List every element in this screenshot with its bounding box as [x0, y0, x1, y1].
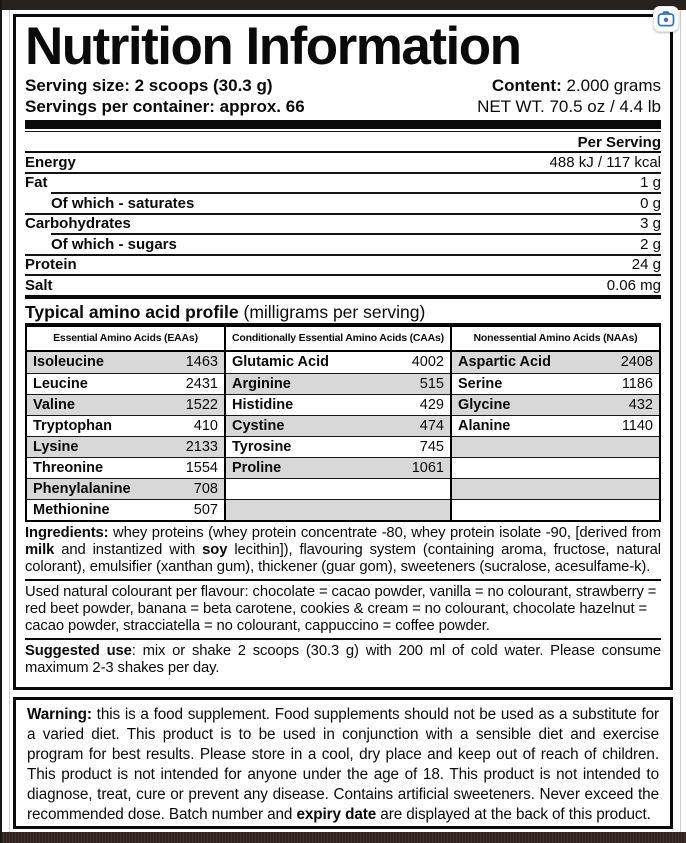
table-row [452, 457, 659, 478]
table-row: Leucine 2431 [27, 373, 224, 394]
table-row [452, 436, 659, 457]
nutrient-row: Of which - sugars 2 g [51, 235, 661, 253]
table-row: Histidine 429 [226, 394, 450, 415]
divider [25, 579, 661, 581]
warning-paragraph: Warning: this is a food supplement. Food supplements should not be used as a substitute for a varied diet. This product is to be used in conjunction with a sensible diet and exercise program for best results. Please store in a cool, dry place and keep out of reach of children. This product is not intended for anyone under the age of 18. This product is not intended to diagnose, treat, cure or prevent any disease. Contains artificial sweeteners. Never exceed the recommended dose. Batch number and expiry date are displayed at the back of this product. [27, 706, 659, 823]
table-row: Valine 1522 [27, 394, 224, 415]
warning-panel [13, 697, 673, 829]
amino-column-naa [450, 327, 659, 520]
per-serving-column-header: Per Serving [577, 134, 661, 151]
table-row: Tryptophan 410 [27, 415, 224, 436]
nutrition-panel [13, 14, 673, 690]
column-header: Conditionally Essential Amino Acids (CAAs) [226, 327, 450, 352]
table-row [452, 478, 659, 499]
camera-icon [656, 9, 676, 29]
table-row: Arginine 515 [226, 373, 450, 394]
table-row: Serine 1186 [452, 373, 659, 394]
table-row: Threonine 1554 [27, 457, 224, 478]
colourant-paragraph: Used natural colourant per flavour: chocolate = cacao powder, vanilla = no colourant, strawberry = red beet powder, banana = beta carotene, cookies & cream = no colourant, chocolate hazelnut = cacao powder, stracciatella = no colourant, cappuccino = coffee powder. [25, 583, 657, 634]
table-row: Aspartic Acid 2408 [452, 352, 659, 373]
serving-header [25, 75, 661, 117]
table-row: Cystine 474 [226, 415, 450, 436]
table-row: Tyrosine 745 [226, 436, 450, 457]
column-header: Essential Amino Acids (EAAs) [27, 327, 224, 352]
nutrient-row: Fat 1 g [25, 174, 661, 192]
table-row: Phenylalanine 708 [27, 478, 224, 499]
nutrient-row: Carbohydrates 3 g [25, 215, 661, 233]
servings-per-container: Servings per container: approx. 66 [25, 97, 305, 116]
photo-left-edge [0, 0, 2, 843]
table-row: Isoleucine 1463 [27, 352, 224, 373]
ingredients-paragraph: Ingredients: whey proteins (whey protein concentrate -80, whey protein isolate -90, [derived from milk and instantized with soy lecithin]), flavouring system (containing aroma, fructose, natural colorant), emulsifier (xanthan gum), thickener (guar gom), sweeteners (sucralose, acesulfame-k). [25, 524, 661, 575]
suggested-use-paragraph: Suggested use: mix or shake 2 scoops (30.3 g) with 200 ml of cold water. Please consume maximum 2-3 shakes per day. [25, 642, 662, 676]
table-row: Alanine 1140 [452, 415, 659, 436]
nutrient-row: Energy 488 kJ / 117 kcal [25, 153, 661, 171]
table-row: Glycine 432 [452, 394, 659, 415]
amino-column-eaa [27, 327, 224, 520]
label-left-crease [9, 10, 10, 832]
serving-size: Serving size: 2 scoops (30.3 g) [25, 76, 273, 95]
amino-acid-table [25, 325, 661, 522]
net-weight: NET WT. 70.5 oz / 4.4 lb [477, 97, 661, 116]
table-row [226, 499, 450, 520]
photo-bottom-edge [0, 832, 686, 843]
content-value: 2.000 grams [566, 76, 661, 95]
table-row: Glutamic Acid 4002 [232, 354, 444, 370]
photo-top-edge [0, 0, 686, 10]
nutrient-row: Protein 24 g [25, 256, 661, 274]
thick-divider [25, 120, 661, 129]
nutrient-row: Salt 0.06 mg [25, 276, 661, 294]
divider [25, 638, 661, 640]
column-header: Nonessential Amino Acids (NAAs) [452, 327, 659, 352]
table-row [226, 478, 450, 499]
label-right-crease [680, 10, 681, 832]
table-row [452, 499, 659, 520]
amino-section-title: Typical amino acid profile (milligrams per serving) [25, 301, 426, 322]
content-line [477, 75, 661, 96]
page-title: Nutrition Information [25, 17, 521, 76]
nutrient-row: Of which - saturates 0 g [51, 194, 661, 212]
content-label: Content: [491, 76, 562, 95]
table-row: Lysine 2133 [27, 436, 224, 457]
table-row: Proline 1061 [226, 457, 450, 478]
table-row: Methionine 507 [27, 499, 224, 520]
amino-column-caa [224, 327, 450, 520]
camera-icon-button[interactable] [653, 6, 679, 32]
